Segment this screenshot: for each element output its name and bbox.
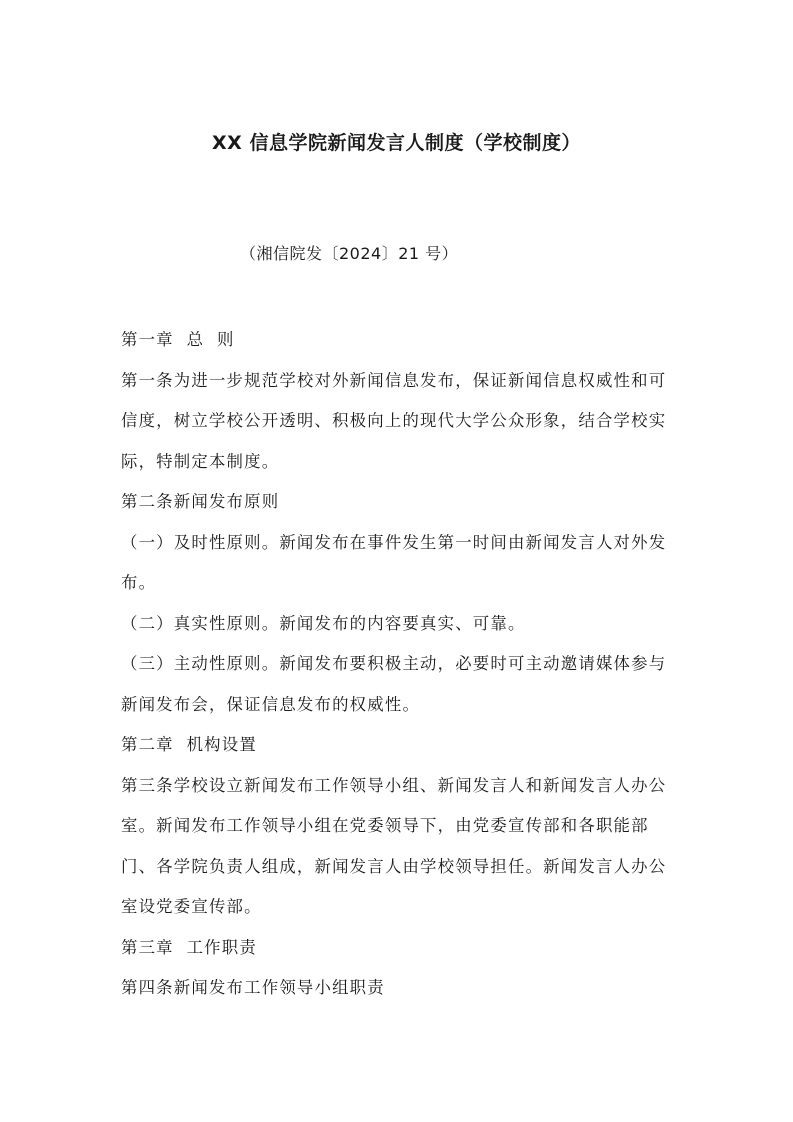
list-item-paragraph: （二）真实性原则。新闻发布的内容要真实、可靠。 — [121, 613, 526, 633]
article-paragraph: 第三条学校设立新闻发布工作领导小组、新闻发言人和新闻发言人办公室。新闻发布工作领导小组在党委领导下，由党委宣传部和各职能部门、各学院负责人组成，新闻发言人由学校领导担任。新闻发言人办公室设党委宣传部。 — [121, 775, 667, 916]
document-number: （湘信院发〔2024〕21 号） — [240, 244, 459, 263]
article-heading: 第四条新闻发布工作领导小组职责 — [121, 978, 385, 997]
article-heading: 第二条新闻发布原则 — [121, 492, 280, 511]
document-title: XX 信息学院新闻发言人制度（学校制度） — [212, 132, 581, 154]
list-item-paragraph: （一）及时性原则。新闻发布在事件发生第一时间由新闻发言人对外发布。 — [121, 532, 667, 592]
chapter-heading: 第三章 工作职责 — [121, 937, 257, 957]
list-item-paragraph: （三）主动性原则。新闻发布要积极主动，必要时可主动邀请媒体参与新闻发布会，保证信息发布的权威性。 — [121, 654, 667, 714]
chapter-heading: 第二章 机构设置 — [121, 735, 257, 754]
chapter-heading: 第一章 总 则 — [121, 330, 235, 349]
article-paragraph: 第一条为进一步规范学校对外新闻信息发布，保证新闻信息权威性和可信度，树立学校公开透明、积极向上的现代大学公众形象，结合学校实际，特制定本制度。 — [121, 370, 667, 471]
document-body — [121, 320, 677, 1009]
